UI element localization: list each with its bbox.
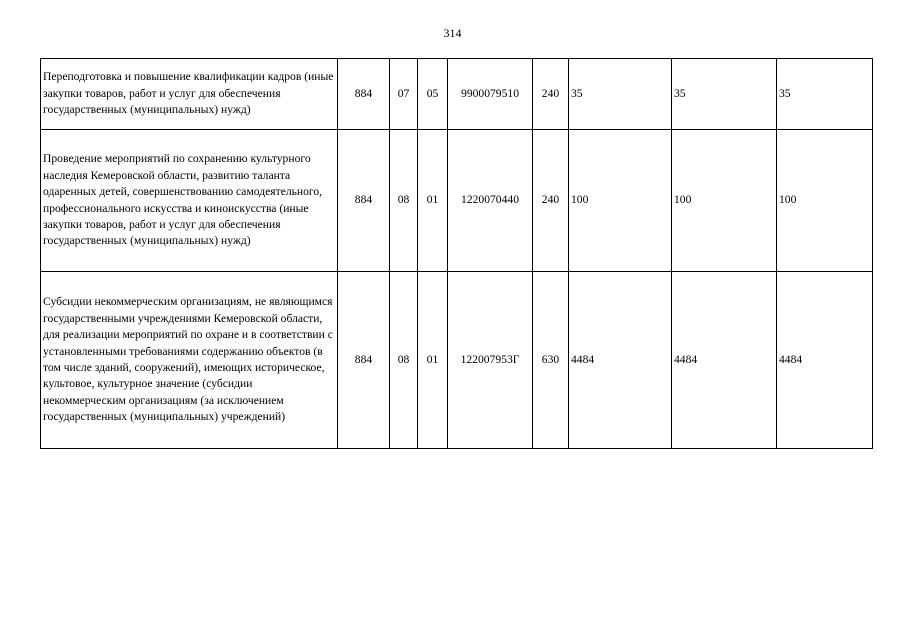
amount-year-2: 100 [672, 130, 777, 272]
target-article-code: 9900079510 [448, 59, 533, 130]
expense-type-code: 240 [533, 59, 569, 130]
amount-year-1: 4484 [569, 272, 672, 449]
subsection-code: 05 [418, 59, 448, 130]
section-code: 08 [390, 272, 418, 449]
grbs-code: 884 [338, 130, 390, 272]
budget-table [40, 58, 873, 449]
grbs-code: 884 [338, 272, 390, 449]
amount-year-3: 100 [777, 130, 873, 272]
section-code: 08 [390, 130, 418, 272]
table-row [41, 130, 873, 272]
amount-year-3: 4484 [777, 272, 873, 449]
amount-year-3: 35 [777, 59, 873, 130]
expense-type-code: 240 [533, 130, 569, 272]
amount-year-2: 4484 [672, 272, 777, 449]
target-article-code: 1220070440 [448, 130, 533, 272]
subsection-code: 01 [418, 130, 448, 272]
grbs-code: 884 [338, 59, 390, 130]
page-number: 314 [443, 26, 462, 40]
amount-year-1: 35 [569, 59, 672, 130]
row-description: Субсидии некоммерческим организациям, не являющимся государственными учреждениями Кемеровской области, для реализации мероприятий по охране и в соответствии с установленными требованиями содержанию объектов (в том числе зданий, сооружений), имеющих историческое, культовое, культурное значение (субсидии некоммерческим организациям (за исключением государственных (муниципальных) учреждений) [41, 272, 338, 449]
row-description: Переподготовка и повышение квалификации кадров (иные закупки товаров, работ и услуг для обеспечения государственных (муниципальных) нужд) [41, 59, 338, 130]
amount-year-1: 100 [569, 130, 672, 272]
amount-year-2: 35 [672, 59, 777, 130]
row-description: Проведение мероприятий по сохранению культурного наследия Кемеровской области, развитию таланта одаренных детей, совершенствованию самодеятельного, профессионального искусства и киноискусства (иные закупки товаров, работ и услуг для обеспечения государственных (муниципальных) нужд) [41, 130, 338, 272]
target-article-code: 122007953Г [448, 272, 533, 449]
table-row [41, 59, 873, 130]
section-code: 07 [390, 59, 418, 130]
subsection-code: 01 [418, 272, 448, 449]
table-row [41, 272, 873, 449]
expense-type-code: 630 [533, 272, 569, 449]
